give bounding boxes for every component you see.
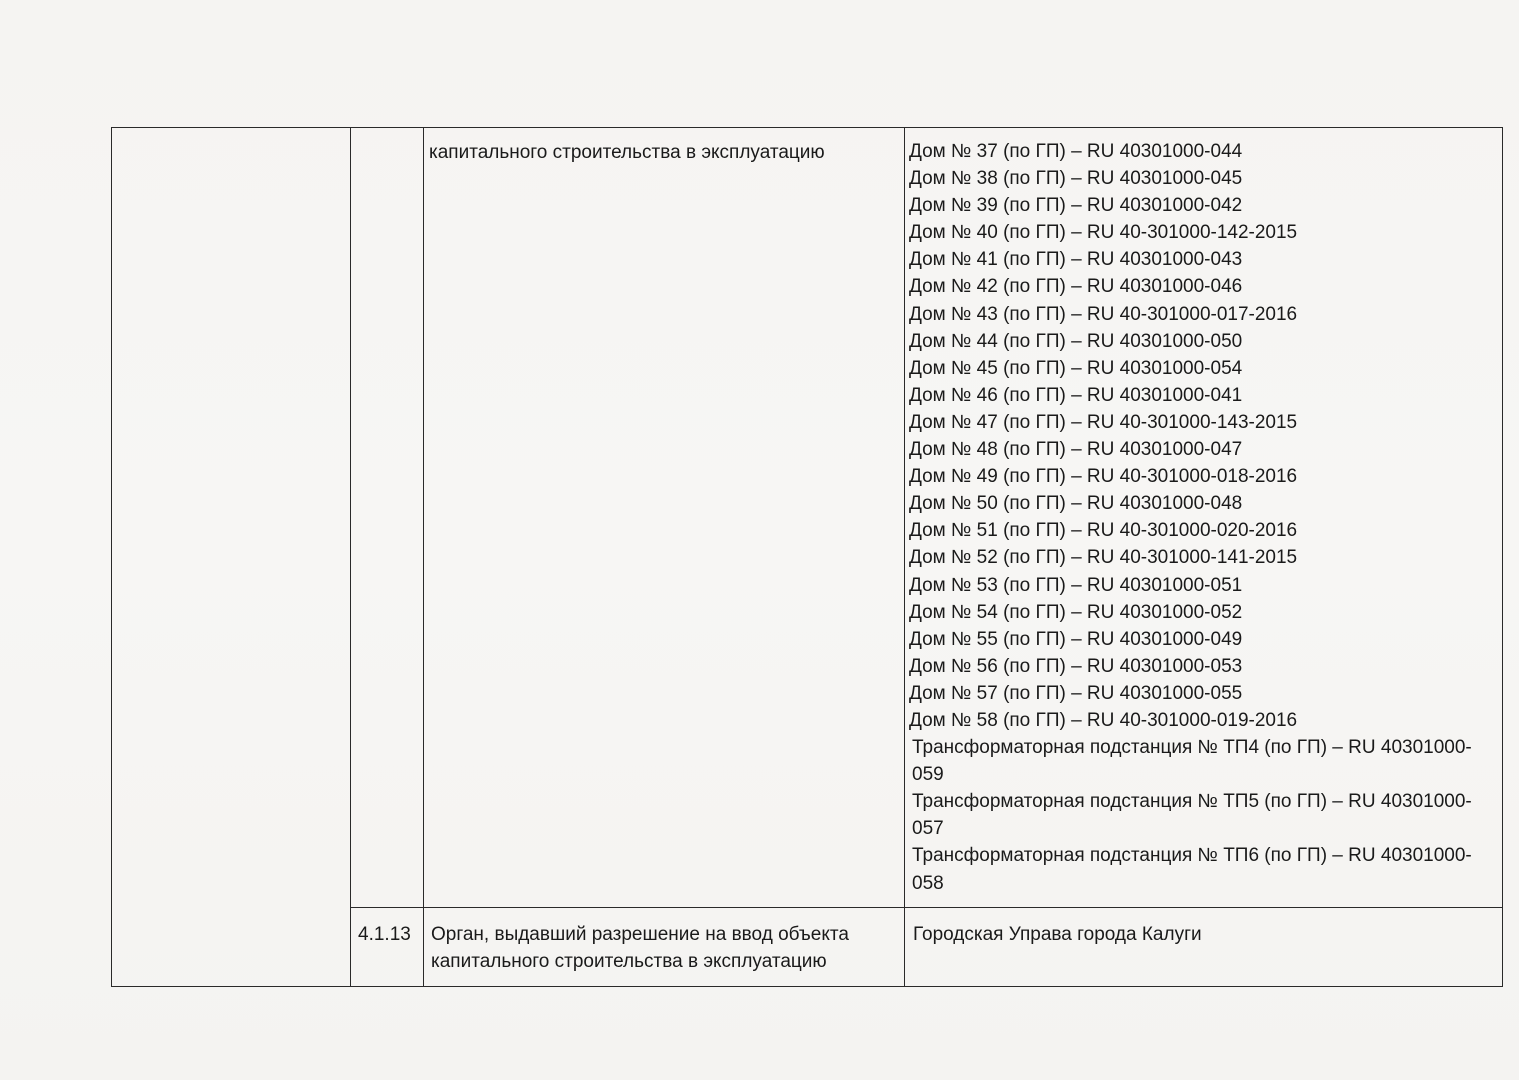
permit-entry: Дом № 45 (по ГП) – RU 40301000-054 xyxy=(909,357,1243,379)
permit-entry: Дом № 57 (по ГП) – RU 40301000-055 xyxy=(909,682,1243,704)
permit-entry: Дом № 38 (по ГП) – RU 40301000-045 xyxy=(909,168,1243,190)
column-divider-2 xyxy=(423,127,424,987)
row-top-label: капитального строительства в эксплуатацию xyxy=(429,142,825,163)
permit-entry: Дом № 58 (по ГП) – RU 40-301000-019-2016 xyxy=(909,709,1298,731)
permit-entry: Дом № 37 (по ГП) – RU 40301000-044 xyxy=(909,141,1243,162)
permit-entry: Дом № 44 (по ГП) – RU 40301000-050 xyxy=(909,330,1243,352)
permit-entry: Дом № 47 (по ГП) – RU 40-301000-143-2015 xyxy=(909,411,1298,433)
row-divider xyxy=(350,907,1503,908)
permit-entry: Дом № 40 (по ГП) – RU 40-301000-142-2015 xyxy=(909,222,1298,244)
permit-entry: Дом № 43 (по ГП) – RU 40-301000-017-2016 xyxy=(909,303,1298,325)
column-divider-1 xyxy=(350,127,351,987)
row-bottom-label-line2: капитального строительства в эксплуатацию xyxy=(431,951,827,972)
permit-entry: Дом № 52 (по ГП) – RU 40-301000-141-2015 xyxy=(909,547,1298,569)
column-divider-3 xyxy=(904,127,905,987)
permit-entry: Дом № 50 (по ГП) – RU 40301000-048 xyxy=(909,493,1243,515)
substation-entry: Трансформаторная подстанция № ТП4 (по ГП) – RU 40301000-059 xyxy=(912,737,1472,786)
issuing-authority: Городская Управа города Калуги xyxy=(913,924,1202,945)
row-number: 4.1.13 xyxy=(358,924,411,945)
permit-list xyxy=(909,138,1501,897)
permit-entry: Дом № 51 (по ГП) – RU 40-301000-020-2016 xyxy=(909,520,1298,542)
permit-entry: Дом № 56 (по ГП) – RU 40301000-053 xyxy=(909,655,1243,677)
permit-entry: Дом № 54 (по ГП) – RU 40301000-052 xyxy=(909,601,1243,623)
substation-entry: Трансформаторная подстанция № ТП5 (по ГП) – RU 40301000-057 xyxy=(912,791,1472,840)
permit-entry: Дом № 53 (по ГП) – RU 40301000-051 xyxy=(909,574,1243,596)
permit-entry: Дом № 39 (по ГП) – RU 40301000-042 xyxy=(909,195,1243,217)
permit-entry: Дом № 46 (по ГП) – RU 40301000-041 xyxy=(909,384,1243,406)
permit-entry: Дом № 49 (по ГП) – RU 40-301000-018-2016 xyxy=(909,466,1298,488)
permit-entry: Дом № 41 (по ГП) – RU 40301000-043 xyxy=(909,249,1243,271)
substation-entry: Трансформаторная подстанция № ТП6 (по ГП) – RU 40301000-058 xyxy=(912,845,1472,894)
row-bottom-label-line1: Орган, выдавший разрешение на ввод объекта xyxy=(431,924,849,945)
permit-entry: Дом № 55 (по ГП) – RU 40301000-049 xyxy=(909,628,1243,650)
permit-entry: Дом № 48 (по ГП) – RU 40301000-047 xyxy=(909,439,1243,461)
permit-entry: Дом № 42 (по ГП) – RU 40301000-046 xyxy=(909,276,1243,298)
